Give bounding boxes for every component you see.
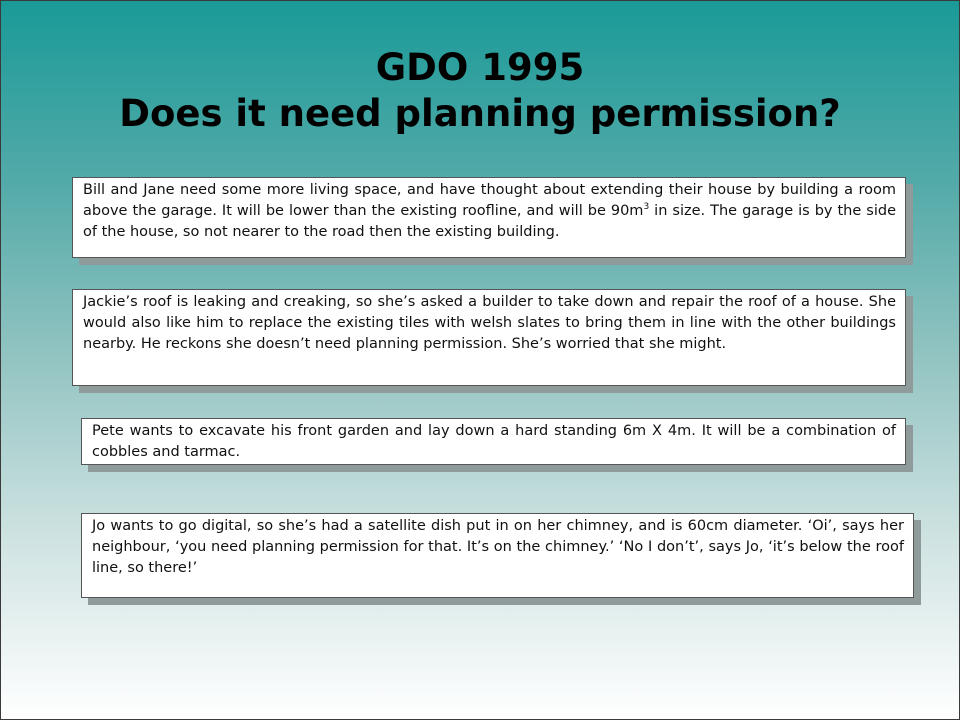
slide-title	[1, 45, 959, 137]
scenario-card-pete	[81, 418, 906, 465]
title-line-1: GDO 1995	[375, 46, 585, 89]
scenario-text-pete: Pete wants to excavate his front garden and lay down a hard standing 6m X 4m. It will be a combination of cobbles and tarmac.	[92, 423, 896, 460]
scenario-text-jackie: Jackie’s roof is leaking and creaking, so she’s asked a builder to take down and repair the roof of a house. She would also like him to replace the existing tiles with welsh slates to bring them in line with the other buildings nearby. He reckons she doesn’t need planning permission. She’s worried that she might.	[83, 294, 896, 352]
scenario-card-bill-jane	[72, 177, 906, 258]
title-line-2: Does it need planning permission?	[119, 92, 841, 135]
scenario-card-jo	[81, 513, 914, 598]
scenario-text-jo: Jo wants to go digital, so she’s had a satellite dish put in on her chimney, and is 60cm diameter. ‘Oi’, says her neighbour, ‘you need planning permission for that. It’s on the chimney.’ ‘No I don’t’, says Jo, ‘it’s below the roof line, so there!’	[92, 518, 904, 576]
scenario-text-bill-jane-part2: in size. The garage is by the side of the house, so not nearer to the road then the existing building.	[83, 203, 896, 240]
scenario-text-bill-jane-part1: Bill and Jane need some more living space, and have thought about extending their house by building a room above the garage. It will be lower than the existing roofline, and will be 90m	[83, 182, 896, 219]
cubic-superscript: 3	[643, 202, 650, 213]
scenario-card-jackie	[72, 289, 906, 386]
